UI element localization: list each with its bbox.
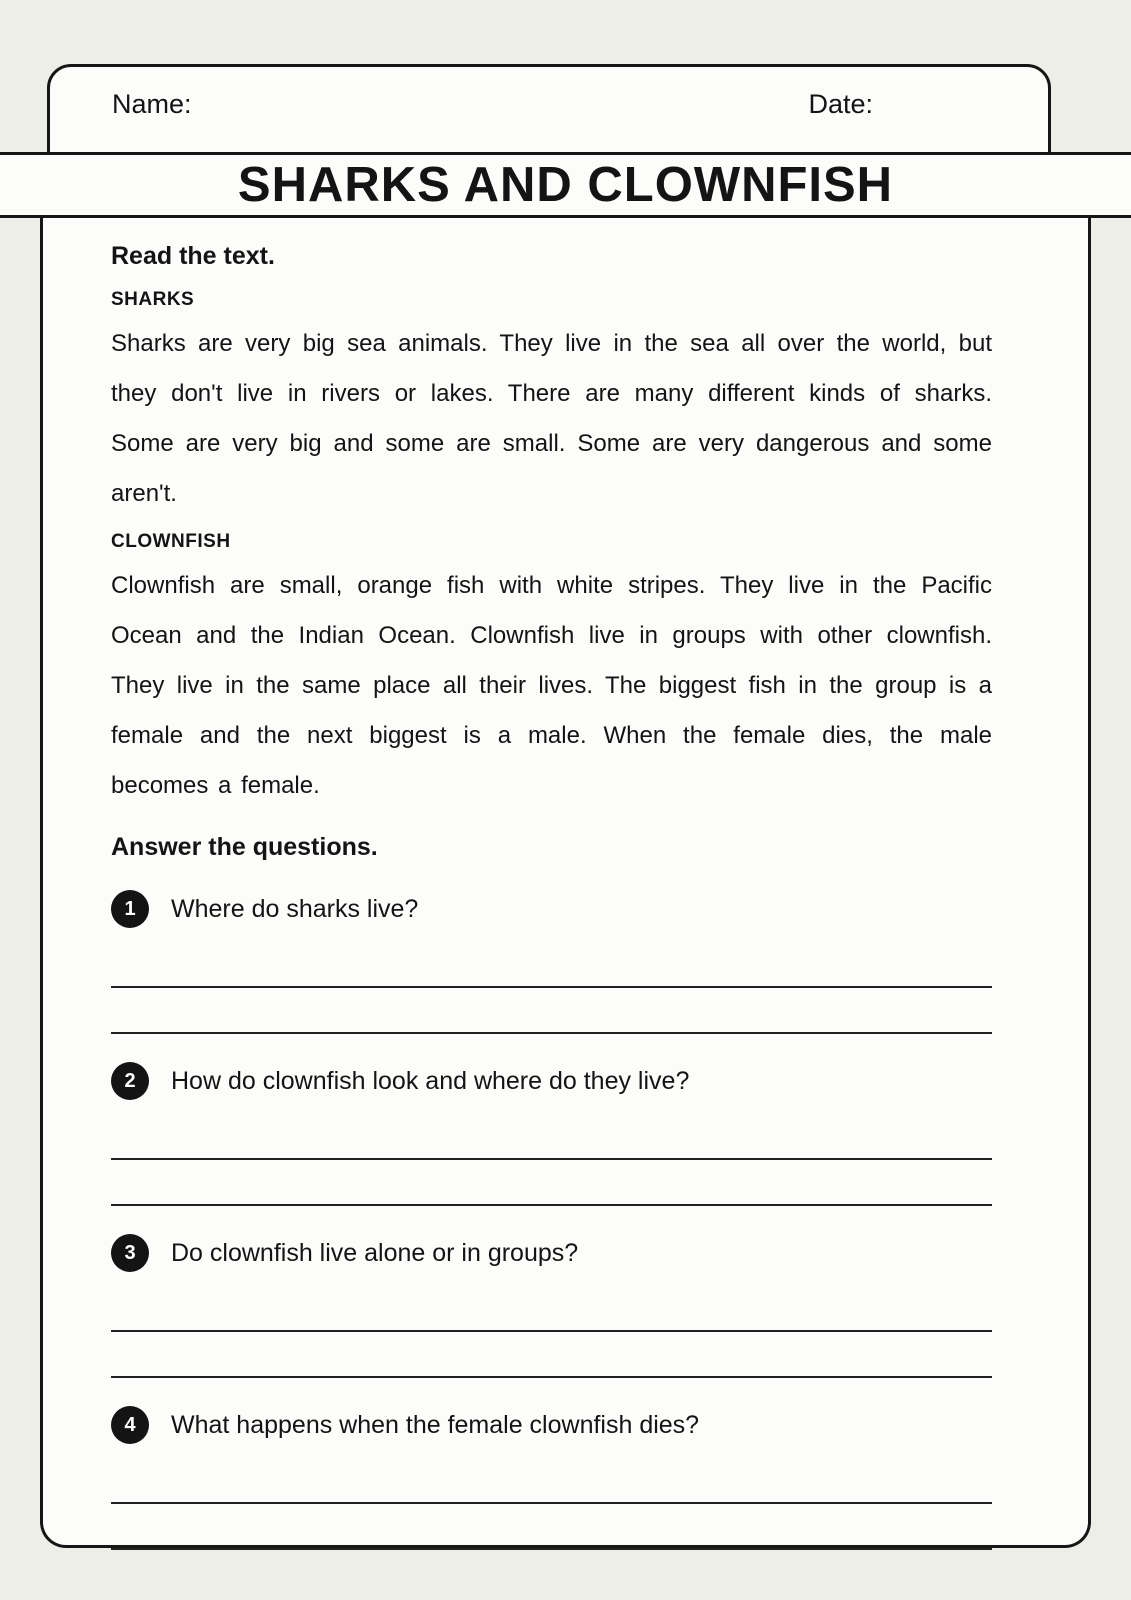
question-2: [111, 1062, 992, 1100]
question-1: [111, 890, 992, 928]
section-heading-clownfish: CLOWNFISH: [111, 531, 231, 552]
section-text-sharks: Sharks are very big sea animals. They live in the sea all over the world, but they don't live in rivers or lakes. There are many different kinds of sharks. Some are very big and some are small. Some are very dangerous and some aren't.: [111, 330, 992, 507]
question-2-answer-line-1: [111, 1114, 992, 1160]
question-4: [111, 1406, 992, 1444]
date-label: Date:: [808, 89, 873, 119]
question-3-answer-line-1: [111, 1286, 992, 1332]
question-4-number-badge: 4: [111, 1406, 149, 1444]
section-heading-sharks: SHARKS: [111, 289, 195, 310]
question-3: [111, 1234, 992, 1272]
section-text-clownfish: Clownfish are small, orange fish with white stripes. They live in the Pacific Ocean and the Indian Ocean. Clownfish live in groups with other clownfish. They live in the same place all their lives. The biggest fish in the group is a female and the next biggest is a male. When the female dies, the male becomes a female.: [111, 572, 992, 799]
question-3-answer-line-2: [111, 1332, 992, 1378]
question-4-answer-line-1: [111, 1458, 992, 1504]
question-1-number-badge: 1: [111, 890, 149, 928]
question-4-answer-line-2: [111, 1504, 992, 1550]
answer-instruction: Answer the questions.: [111, 833, 378, 861]
question-1-answer-line-2: [111, 988, 992, 1034]
name-label: Name:: [112, 89, 192, 119]
question-4-text: What happens when the female clownfish dies?: [171, 1410, 700, 1439]
question-2-text: How do clownfish look and where do they live?: [171, 1066, 690, 1095]
question-3-text: Do clownfish live alone or in groups?: [171, 1238, 579, 1267]
question-3-number-badge: 3: [111, 1234, 149, 1272]
read-instruction: Read the text.: [111, 242, 275, 270]
question-1-text: Where do sharks live?: [171, 894, 419, 923]
question-2-answer-line-2: [111, 1160, 992, 1206]
question-1-answer-line-1: [111, 942, 992, 988]
worksheet-body: [40, 218, 1091, 1548]
page-title: SHARKS AND CLOWNFISH: [237, 158, 894, 212]
title-band: [0, 152, 1131, 218]
question-2-number-badge: 2: [111, 1062, 149, 1100]
